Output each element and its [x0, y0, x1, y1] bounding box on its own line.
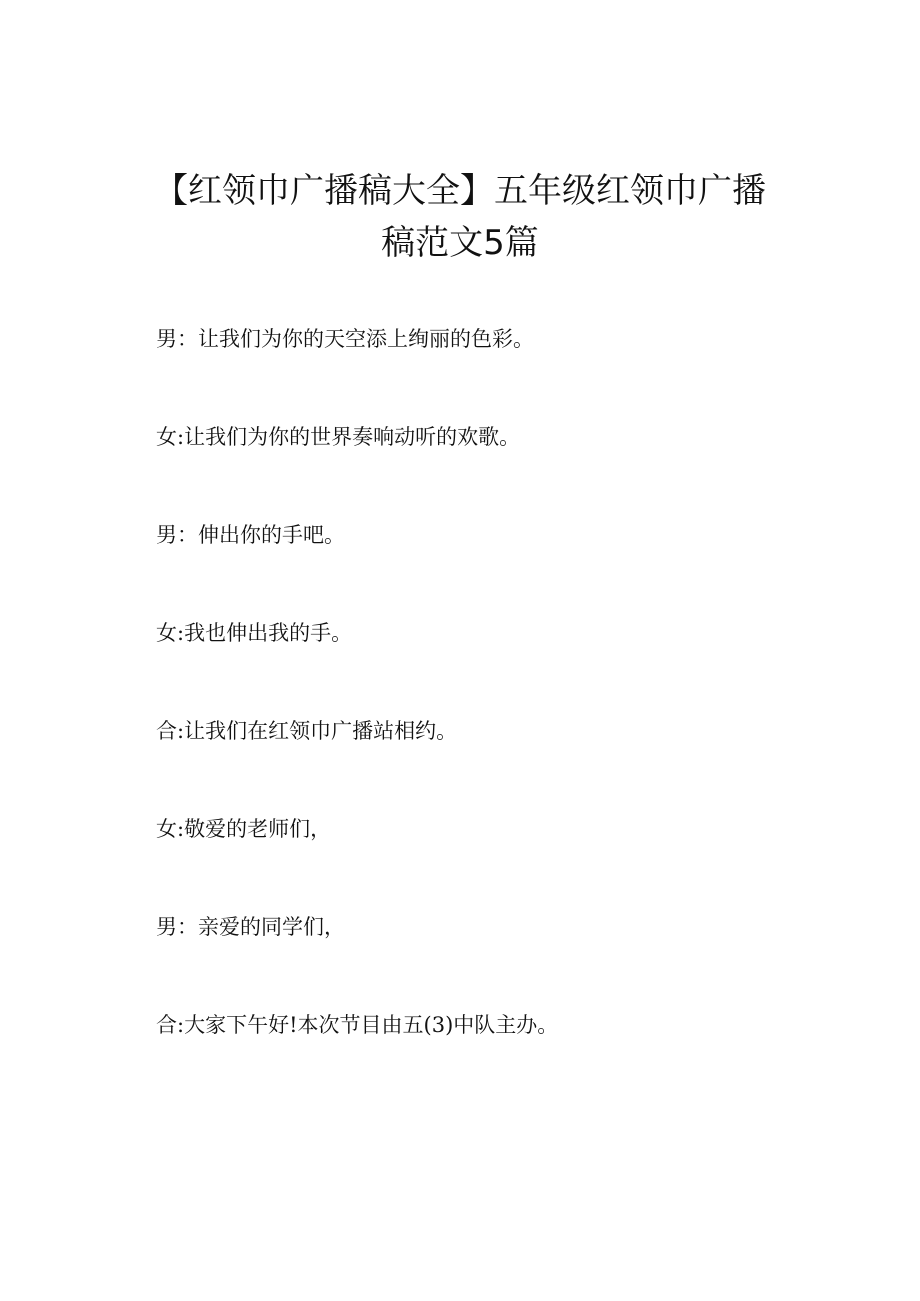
dialogue-line-4: 女:我也伸出我的手。 [156, 621, 353, 645]
dialogue-line-6: 女:敬爱的老师们， [156, 817, 332, 841]
dialogue-line-1: 男：让我们为你的天空添上绚丽的色彩。 [156, 327, 534, 351]
dialogue-line-2: 女:让我们为你的世界奏响动听的欢歌。 [156, 425, 521, 449]
document-title [120, 165, 800, 269]
dialogue-line-7: 男：亲爱的同学们， [156, 915, 345, 939]
title-line-1: 【红领巾广播稿大全】五年级红领巾广播 [154, 171, 766, 211]
dialogue-line-5: 合:让我们在红领巾广播站相约。 [156, 719, 458, 743]
title-line-2: 稿范文5篇 [381, 223, 539, 263]
dialogue-line-3: 男：伸出你的手吧。 [156, 523, 345, 547]
dialogue-line-8: 合:大家下午好!本次节目由五(3)中队主办。 [156, 1013, 559, 1037]
